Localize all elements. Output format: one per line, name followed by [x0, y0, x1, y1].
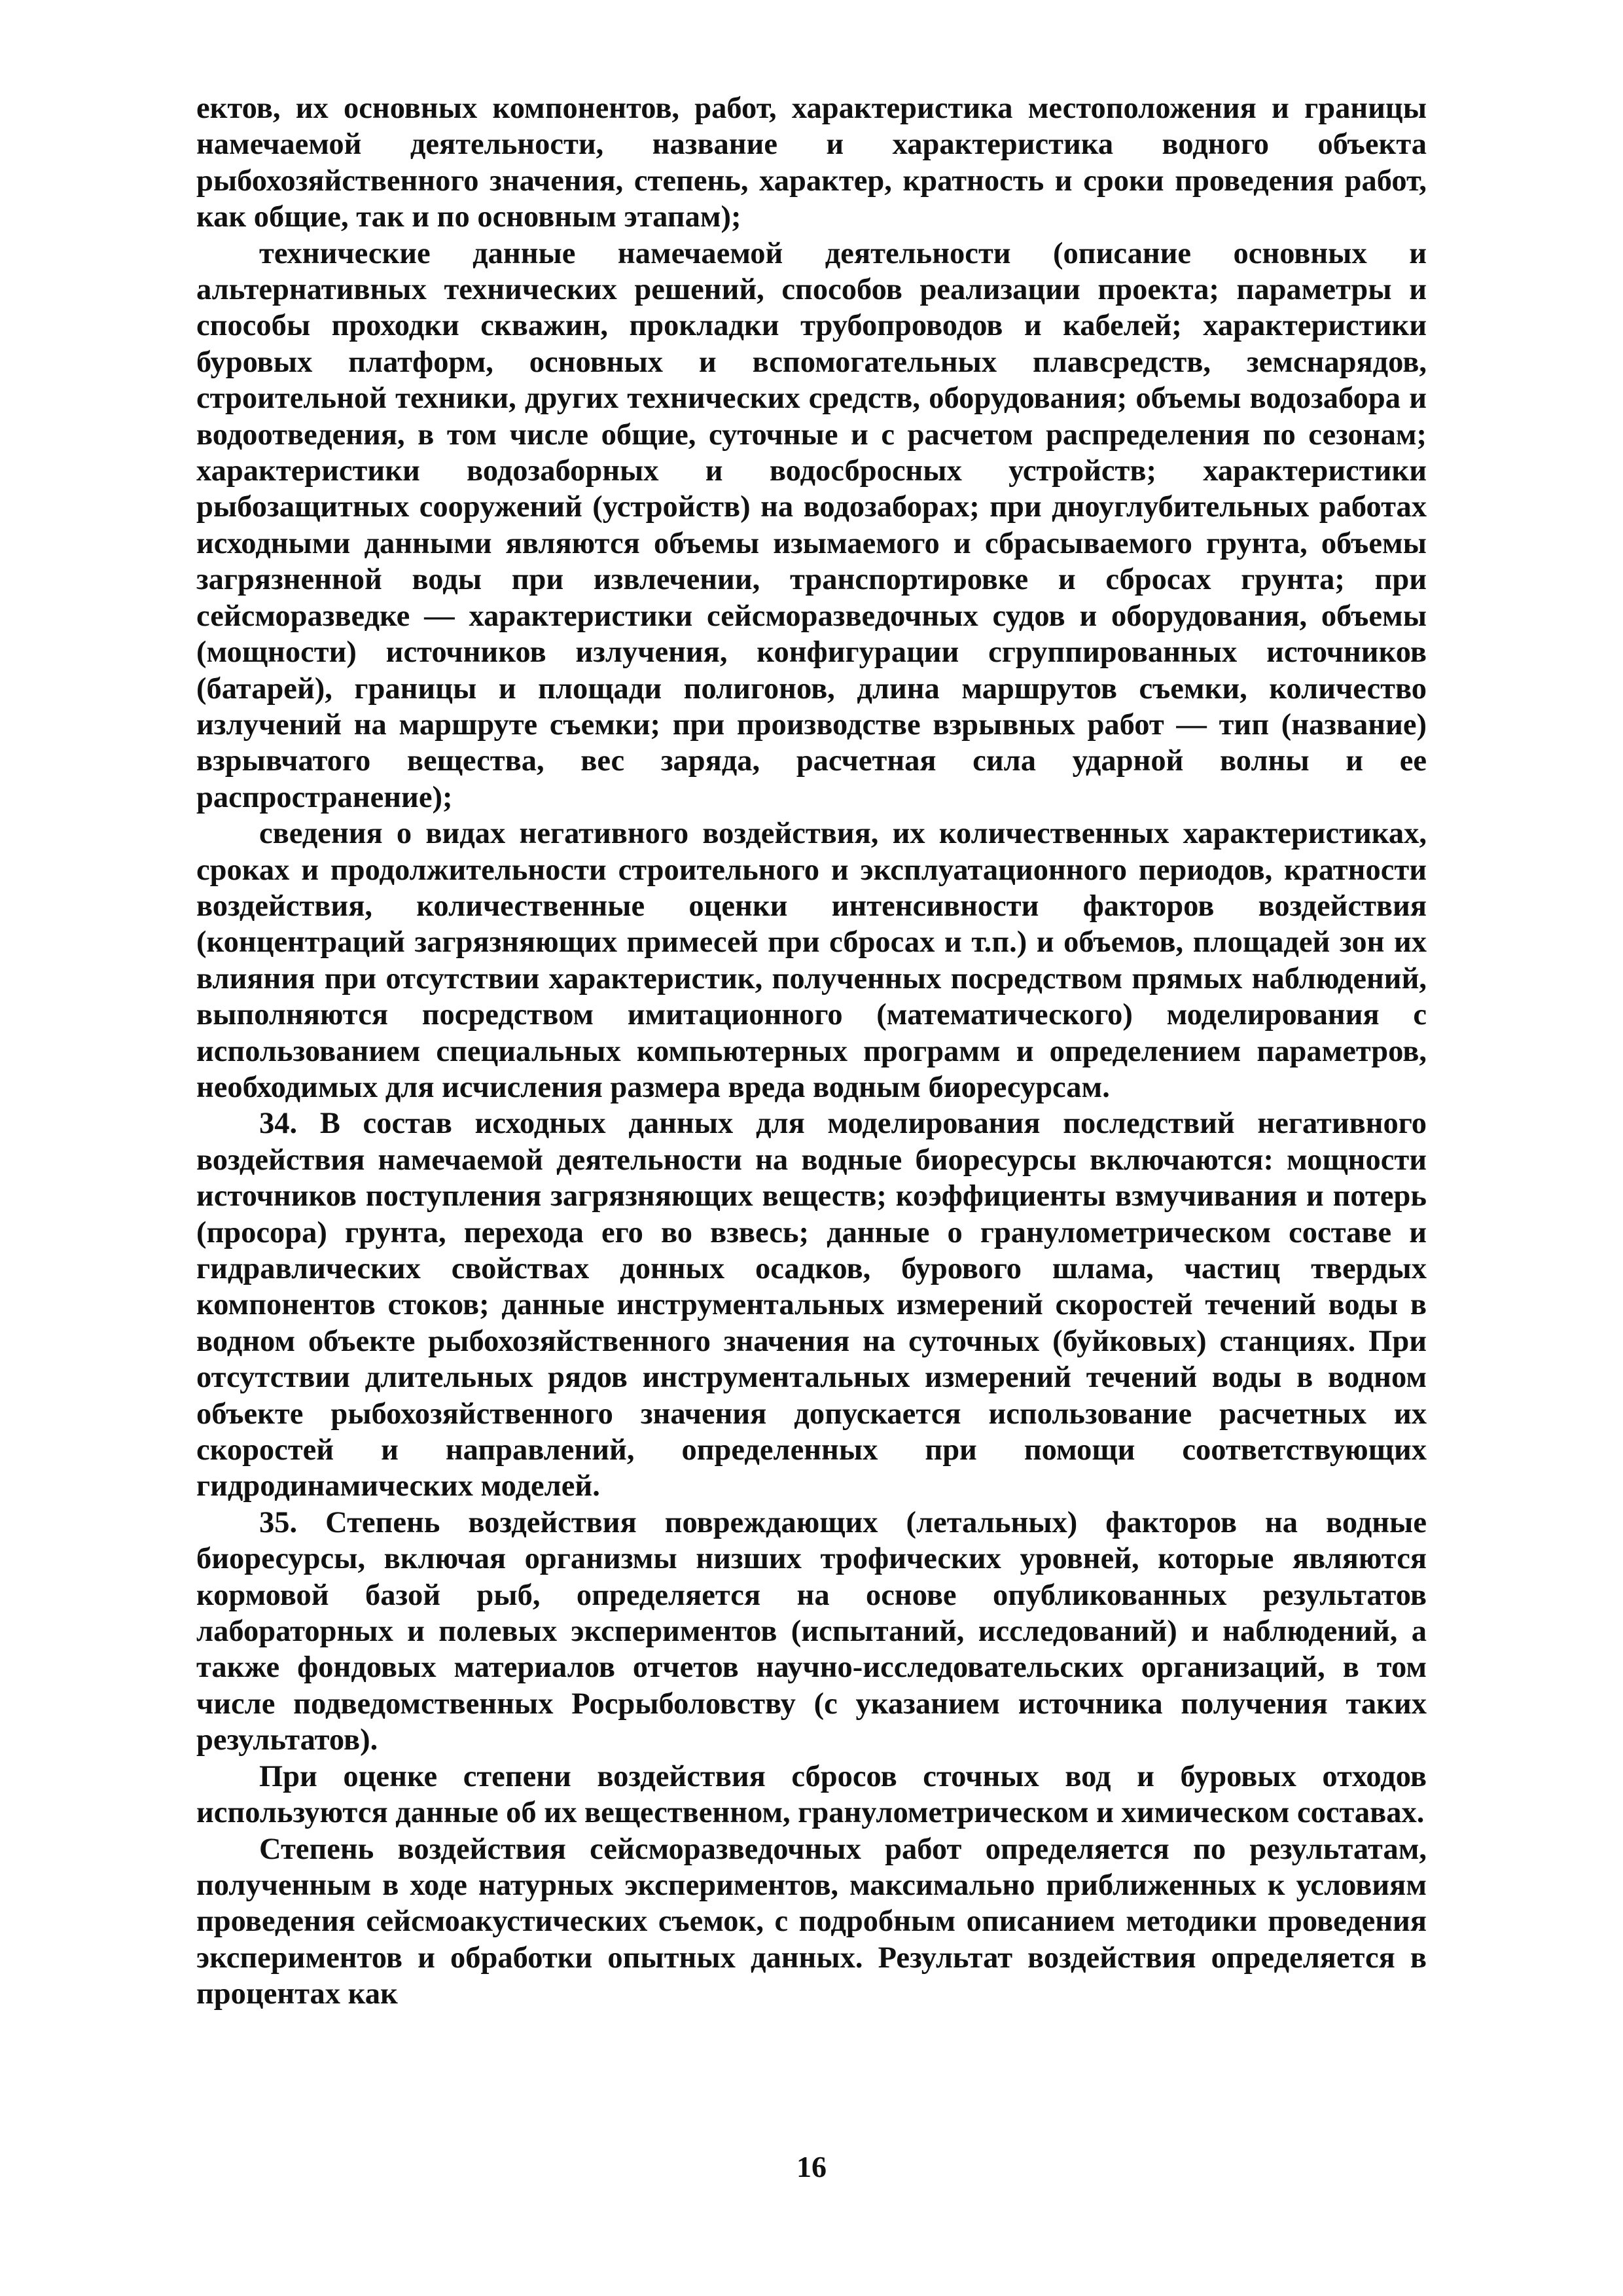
page-number: 16 [796, 2150, 827, 2183]
paragraph-continuation: ектов, их основных компонентов, работ, характеристика местоположения и границы намечаемой деятельности, название и характеристика водного объекта рыбохозяйственного значения, степень, характер, кратность и сроки проведения работ, как общие, так и по основным этапам); [196, 92, 1427, 234]
paragraph-wastewater: При оценке степени воздействия сбросов сточных вод и буровых отходов используются данные об их вещественном, гранулометрическом и химическом составах. [196, 1759, 1427, 1830]
document-body [196, 90, 1427, 2013]
paragraph-seismic: Степень воздействия сейсморазведочных работ определяется по результатам, полученным в ходе натурных экспериментов, максимально приближенных к условиям проведения сейсмоакустических съемок, с подробным описанием методики проведения экспериментов и обработки опытных данных. Результат воздействия определяется в процентах как [196, 1832, 1427, 2011]
paragraph-technical-data: технические данные намечаемой деятельности (описание основных и альтернативных технических решений, способов реализации проекта; параметры и способы проходки скважин, прокладки трубопроводов и кабелей; характеристики буровых платформ, основных и вспомогательных плавсредств, земснарядов, строительной техники, других технических средств, оборудования; объемы водозабора и водоотведения, в том числе общие, суточные и с расчетом распределения по сезонам; характеристики водозаборных и водосбросных устройств; характеристики рыбозащитных сооружений (устройств) на водозаборах; при дноуглубительных работах исходными данными являются объемы изымаемого и сбрасываемого грунта, объемы загрязненной воды при извлечении, транспортировке и сбросах грунта; при сейсморазведке — характеристики сейсморазведочных судов и оборудования, объемы (мощности) источников излучения, конфигурации сгруппированных источников (батарей), границы и площади полигонов, длина маршрутов съемки, количество излучений на маршруте съемки; при производстве взрывных работ — тип (название) взрывчатого вещества, вес заряда, расчетная сила ударной волны и ее распространение); [196, 236, 1427, 814]
paragraph-section-35: 35. Степень воздействия повреждающих (летальных) факторов на водные биоресурсы, включая организмы низших трофических уровней, которые являются кормовой базой рыб, определяется на основе опубликованных результатов лабораторных и полевых экспериментов (испытаний, исследований) и наблюдений, а также фондовых материалов отчетов научно-исследовательских организаций, в том числе подведомственных Росрыболовству (с указанием источника получения таких результатов). [196, 1505, 1427, 1757]
paragraph-section-34: 34. В состав исходных данных для моделирования последствий негативного воздействия намечаемой деятельности на водные биоресурсы включаются: мощности источников поступления загрязняющих веществ; коэффициенты взмучивания и потерь (просора) грунта, перехода его во взвесь; данные о гранулометрическом составе и гидравлических свойствах донных осадков, бурового шлама, частиц твердых компонентов стоков; данные инструментальных измерений скоростей течений воды в водном объекте рыбохозяйственного значения на суточных (буйковых) станциях. При отсутствии длительных рядов инструментальных измерений течений воды в водном объекте рыбохозяйственного значения допускается использование расчетных их скоростей и направлений, определенных при помощи соответствующих гидродинамических моделей. [196, 1107, 1427, 1503]
paragraph-impact-info: сведения о видах негативного воздействия, их количественных характеристиках, сроках и продолжительности строительного и эксплуатационного периодов, кратности воздействия, количественные оценки интенсивности факторов воздействия (концентраций загрязняющих примесей при сбросах и т.п.) и объемов, площадей зон их влияния при отсутствии характеристик, полученных посредством прямых наблюдений, выполняются посредством имитационного (математического) моделирования с использованием специальных компьютерных программ и определением параметров, необходимых для исчисления размера вреда водным биоресурсам. [196, 817, 1427, 1104]
